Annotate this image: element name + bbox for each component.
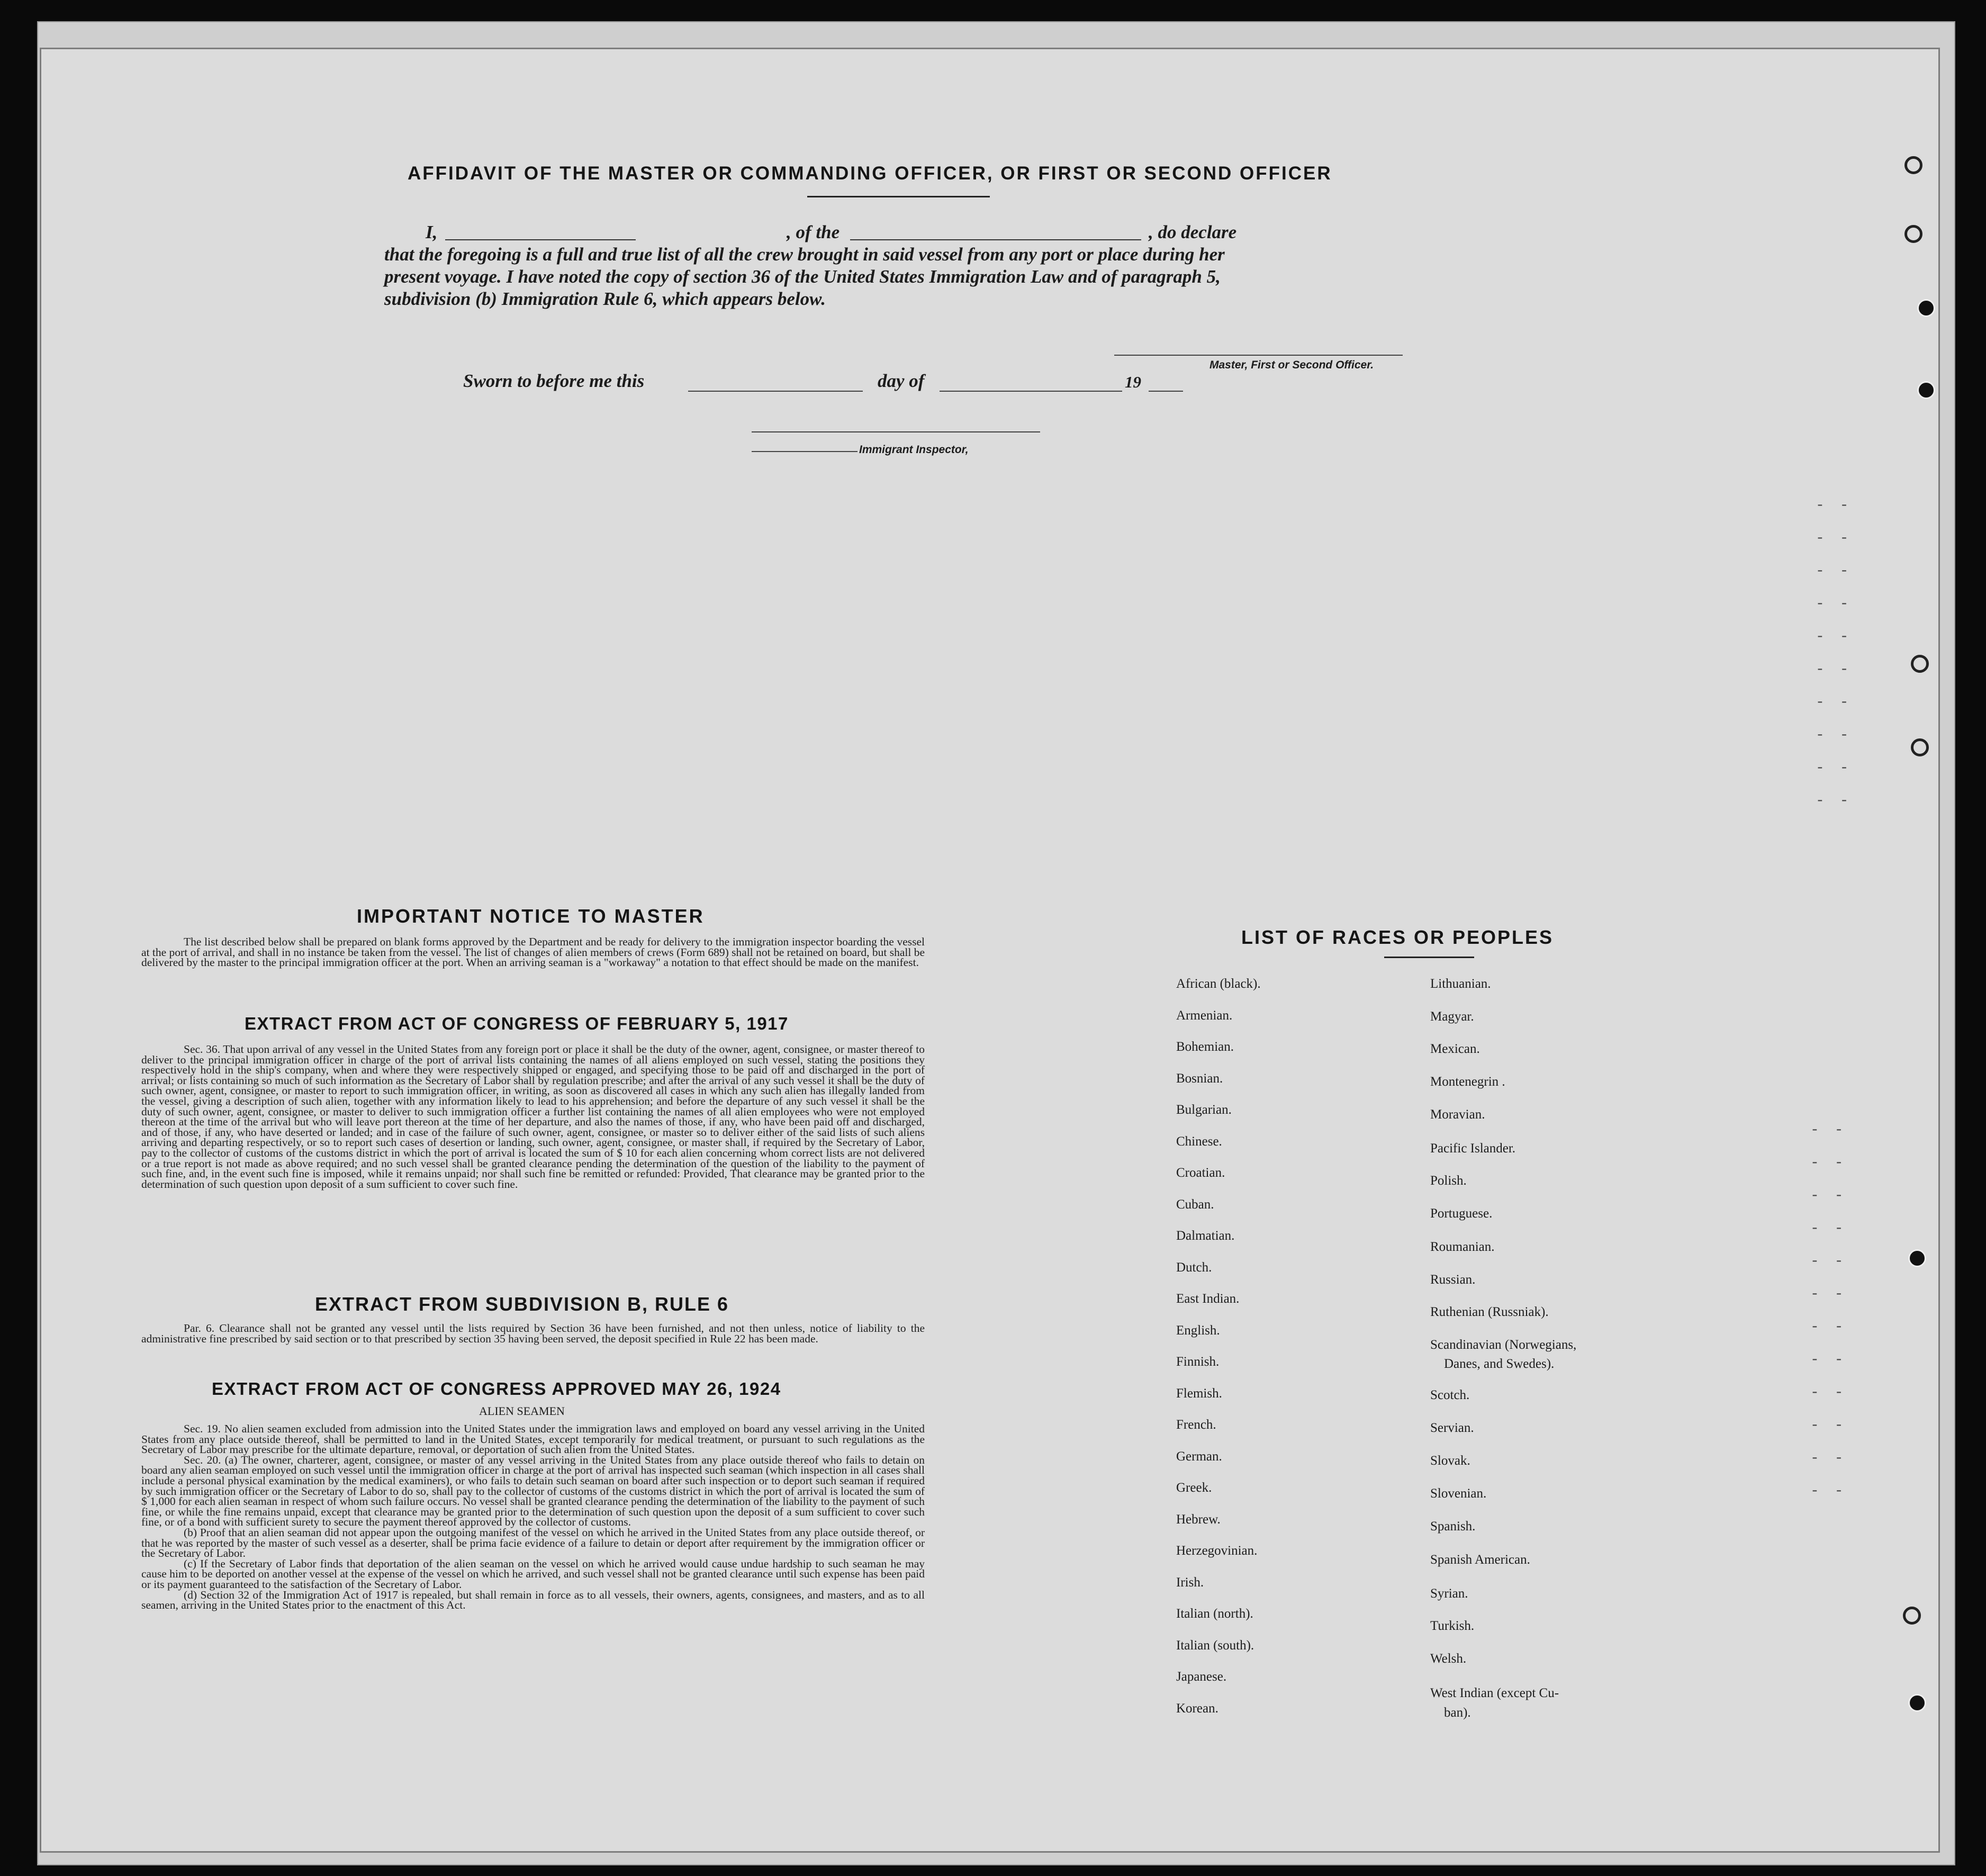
race-item: African (black).: [1176, 977, 1261, 991]
race-item: Russian.: [1430, 1273, 1476, 1287]
punch-hole-icon: [1904, 225, 1922, 243]
race-item: Welsh.: [1430, 1652, 1467, 1666]
sworn-day-blank[interactable]: [688, 391, 863, 392]
race-item: Finnish.: [1176, 1355, 1220, 1369]
punch-hole-icon: [1911, 738, 1929, 756]
vessel-blank[interactable]: [850, 239, 1141, 240]
affidavit-declaration: [384, 221, 1406, 310]
sec-20d-text: (d) Section 32 of the Immigration Act of 1917 is repealed, but shall remain in force as to all vessels, their owners, agents, consignees, and masters, and as to all seamen, arriving in the United States prior to the enactment of this Act.: [141, 1588, 925, 1612]
race-item: Croatian.: [1176, 1166, 1225, 1180]
sec-20c-text: (c) If the Secretary of Labor finds that deportation of the alien seaman on the vessel on which he arrived would cause undue hardship to such seaman he may cause him to be deported on another vessel at the expense of the vessel on which he arrived, and such vessel shall not be granted clearance until such expense has been paid or its payment guaranteed to the satisfaction of the Secretary of Labor.: [141, 1557, 925, 1591]
race-item: Korean.: [1176, 1701, 1218, 1716]
punch-hole-icon: [1908, 1694, 1926, 1712]
race-item: Greek.: [1176, 1481, 1212, 1495]
punch-hole-icon: [1917, 299, 1935, 317]
sworn-year-label: 19: [1125, 373, 1141, 391]
races-title: LIST OF RACES OR PEOPLES: [1241, 926, 1554, 948]
race-item: Bosnian.: [1176, 1071, 1223, 1086]
race-item: Polish.: [1430, 1174, 1467, 1188]
race-item: Bohemian.: [1176, 1040, 1234, 1054]
notice-title: IMPORTANT NOTICE TO MASTER: [357, 905, 705, 927]
punch-hole-icon: [1904, 156, 1922, 174]
bleed-through-marks: - - - - - - - - - - - - - - - - - - - - - - - -: [1810, 1122, 1847, 1500]
sworn-text: Sworn to before me this: [463, 371, 645, 391]
sec-19-text: Sec. 19. No alien seamen excluded from admission into the United States under the immigration laws and employed on board any vessel arriving in the United States from any place outside thereof, shall be permitted to land in the United States, except temporarily for medical treatment, or pursuant to such regulations as the Secretary of Labor may prescribe for the ultimate departure, removal, or deportation of such alien from the United States.: [141, 1422, 925, 1456]
race-item: Armenian.: [1176, 1008, 1233, 1023]
race-item: West Indian (except Cu-: [1430, 1686, 1559, 1700]
notice-body: The list described below shall be prepared on blank forms approved by the Department and be ready for delivery to the immigration inspector boarding the vessel at the port of arrival, and shall in no instance be taken from the vessel. The list of changes of alien members of crews (Form 689) shall not be retained on board, but shall be delivered by the master to the principal immigration officer at the port. When an arriving seaman is a "workaway" a notation to that effect should be made on the manifest.: [141, 935, 925, 969]
extract-rule6-title: EXTRACT FROM SUBDIVISION B, RULE 6: [315, 1293, 729, 1315]
race-item: Pacific Islander.: [1430, 1141, 1516, 1156]
inspector-signature-line[interactable]: [752, 431, 1040, 432]
inspector-short-line: [752, 451, 857, 452]
affidavit-title: AFFIDAVIT OF THE MASTER OR COMMANDING OFFICER, OR FIRST OR SECOND OFFICER: [408, 163, 1332, 184]
race-item: Scandinavian (Norwegians,: [1430, 1338, 1577, 1352]
race-item: Portuguese.: [1430, 1206, 1493, 1221]
sworn-month-blank[interactable]: [940, 391, 1122, 392]
race-item: Spanish.: [1430, 1519, 1476, 1534]
race-item: Spanish American.: [1430, 1553, 1530, 1567]
race-item: Bulgarian.: [1176, 1103, 1232, 1117]
extract-1917-body: Sec. 36. That upon arrival of any vessel in the United States from any foreign port or place it shall be the duty of the owner, agent, consignee, or master thereof to deliver to the principal immigration officer in charge of the port of arrival lists containing the names of all aliens employed on such vessel, stating the positions they respectively hold in the ship's company, when and where they were respectively shipped or engaged, and specifying those to be paid off and discharged in the port of arrival; or lists containing so much of such information as the Secretary of Labor shall by regulation prescribe; and after the arrival of any such vessel it shall be the duty of such owner, agent, consignee, or master to report to such immigration officer, in writing, as soon as discovered all cases in which any such alien has illegally landed from the vessel, giving a description of such alien, together with any information likely to lead to his apprehension; and before the departure of any such vessel it shall be the duty of such owner, agent, consignee, or master to deliver to such immigration officer a further list containing the names of all alien employees who were not employed thereon at the time of the arrival but who will leave port thereon at the time of her departure, and also the names of those, if any, who have been paid off and discharged, and of those, if any, who have deserted or landed; and in case of the failure of such owner, agent, consignee, or master so to deliver either of the said lists of such aliens arriving and departing respectively, or so to report such cases of desertion or landing, such owner, agent, consignee, or master shall, if required by the Secretary of Labor, pay to the collector of customs of the customs district in which the port of arrival is located the sum of $ 10 for each alien concerning whom correct lists are not delivered or a true report is not made as above required; and no such vessel shall be granted clearance pending the determination of the question of the liability to the payment of such fine, and, in the event such fine is imposed, while it remains unpaid; nor shall such fine be remitted or refunded: Provided, That clearance may be granted prior to the determination of such question upon deposit of a sum sufficient to cover such fine.: [141, 1043, 925, 1190]
race-item: Irish.: [1176, 1575, 1204, 1590]
race-item: Montenegrin .: [1430, 1075, 1505, 1089]
race-item: Italian (south).: [1176, 1638, 1254, 1653]
race-item: Japanese.: [1176, 1670, 1227, 1684]
race-item: East Indian.: [1176, 1292, 1240, 1306]
extract-1924-body: [141, 1424, 925, 1611]
race-item: Slovak.: [1430, 1454, 1470, 1468]
extract-rule6-body: Par. 6. Clearance shall not be granted any vessel until the lists required by Section 36 have been furnished, and not then unless, notice of liability to the administrative fine prescribed by said section or to that prescribed by section 35 having been served, the deposit specified in Rule 22 has been made.: [141, 1322, 925, 1345]
race-item: ban).: [1444, 1706, 1471, 1720]
sworn-day-label: day of: [878, 371, 925, 391]
race-item: Lithuanian.: [1430, 977, 1491, 991]
extract-1917-title: EXTRACT FROM ACT OF CONGRESS OF FEBRUARY 5, 1917: [245, 1014, 789, 1033]
race-item: Herzegovinian.: [1176, 1544, 1258, 1558]
title-underline: [807, 196, 990, 197]
sec-20a-text: Sec. 20. (a) The owner, charterer, agent, consignee, or master of any vessel arriving in the United States from any place outside thereof who fails to detain on board any alien seaman employed on such vessel until the immigration officer in charge at the port of arrival has inspected such seaman (which inspection in all cases shall include a personal physical examination by the medical examiners), or who fails to detain such seaman on board after such inspection or to deport such seaman if required by such immigration officer or the Secretary of Labor to do so, shall pay to the collector of customs of the customs district in which the port of arrival is located the sum of $ 1,000 for each alien seaman in respect of whom such failure occurs. No vessel shall be granted clearance pending the determination of the liability to the payment of such fine, or while the fine remains unpaid, except that clearance may be granted prior to the determination of such question upon the deposit of a sum sufficient to cover such fine, or of a bond with sufficient surety to secure the payment thereof approved by the collector of customs.: [141, 1453, 925, 1529]
race-item: Servian.: [1430, 1421, 1474, 1435]
punch-hole-icon: [1911, 655, 1929, 673]
race-item: Slovenian.: [1430, 1486, 1487, 1501]
race-item: Dalmatian.: [1176, 1229, 1235, 1243]
race-item: Italian (north).: [1176, 1607, 1253, 1621]
punch-hole-icon: [1903, 1607, 1921, 1625]
race-item: Mexican.: [1430, 1042, 1480, 1056]
declaration-line-3: present voyage. I have noted the copy of section 36 of the United States Immigration Law and of paragraph 5,: [384, 266, 1221, 287]
race-item: English.: [1176, 1323, 1220, 1338]
race-item: Roumanian.: [1430, 1240, 1495, 1254]
name-blank[interactable]: [445, 239, 636, 240]
race-item: French.: [1176, 1418, 1216, 1432]
sec-20b-text: (b) Proof that an alien seaman did not appear upon the outgoing manifest of the vessel on which he arrived in the United States from any place outside thereof, or that he was reported by the master of such vessel as a deserter, shall be prima facie evidence of a failure to detain or deport after requirement by the immigration officer or the Secretary of Labor.: [141, 1526, 925, 1560]
sworn-year-blank[interactable]: [1149, 391, 1183, 392]
race-item: Dutch.: [1176, 1260, 1212, 1275]
alien-seamen-subtitle: ALIEN SEAMEN: [479, 1404, 565, 1418]
race-item: Flemish.: [1176, 1386, 1222, 1401]
declaration-line-2: that the foregoing is a full and true list of all the crew brought in said vessel from any port or place during her: [384, 244, 1225, 265]
race-item: Moravian.: [1430, 1107, 1485, 1122]
races-underline: [1384, 957, 1474, 958]
race-item: Turkish.: [1430, 1619, 1475, 1633]
race-item: Magyar.: [1430, 1009, 1474, 1024]
sworn-line: [463, 371, 644, 392]
declaration-line-4: subdivision (b) Immigration Rule 6, which appears below.: [384, 288, 826, 309]
signature-label: Master, First or Second Officer.: [1209, 359, 1374, 371]
race-item: Ruthenian (Russniak).: [1430, 1305, 1549, 1319]
race-item: German.: [1176, 1449, 1222, 1464]
punch-hole-icon: [1917, 381, 1935, 399]
extract-1924-title: EXTRACT FROM ACT OF CONGRESS APPROVED MAY 26, 1924: [212, 1379, 781, 1399]
inspector-label: Immigrant Inspector,: [859, 444, 969, 456]
declaration-i: I,: [426, 222, 438, 242]
race-item: Cuban.: [1176, 1197, 1214, 1212]
race-item: Scotch.: [1430, 1388, 1470, 1402]
bleed-through-marks: - - - - - - - - - - - - - - - - - - - -: [1816, 498, 1852, 809]
race-item: Chinese.: [1176, 1134, 1222, 1149]
race-item: Hebrew.: [1176, 1512, 1221, 1527]
race-item: Syrian.: [1430, 1586, 1468, 1601]
punch-hole-icon: [1908, 1249, 1926, 1267]
race-item: Danes, and Swedes).: [1444, 1357, 1555, 1371]
declaration-of-the-text: , of the: [787, 222, 840, 242]
signature-line[interactable]: [1114, 355, 1403, 356]
declaration-end: , do declare: [1149, 222, 1237, 242]
